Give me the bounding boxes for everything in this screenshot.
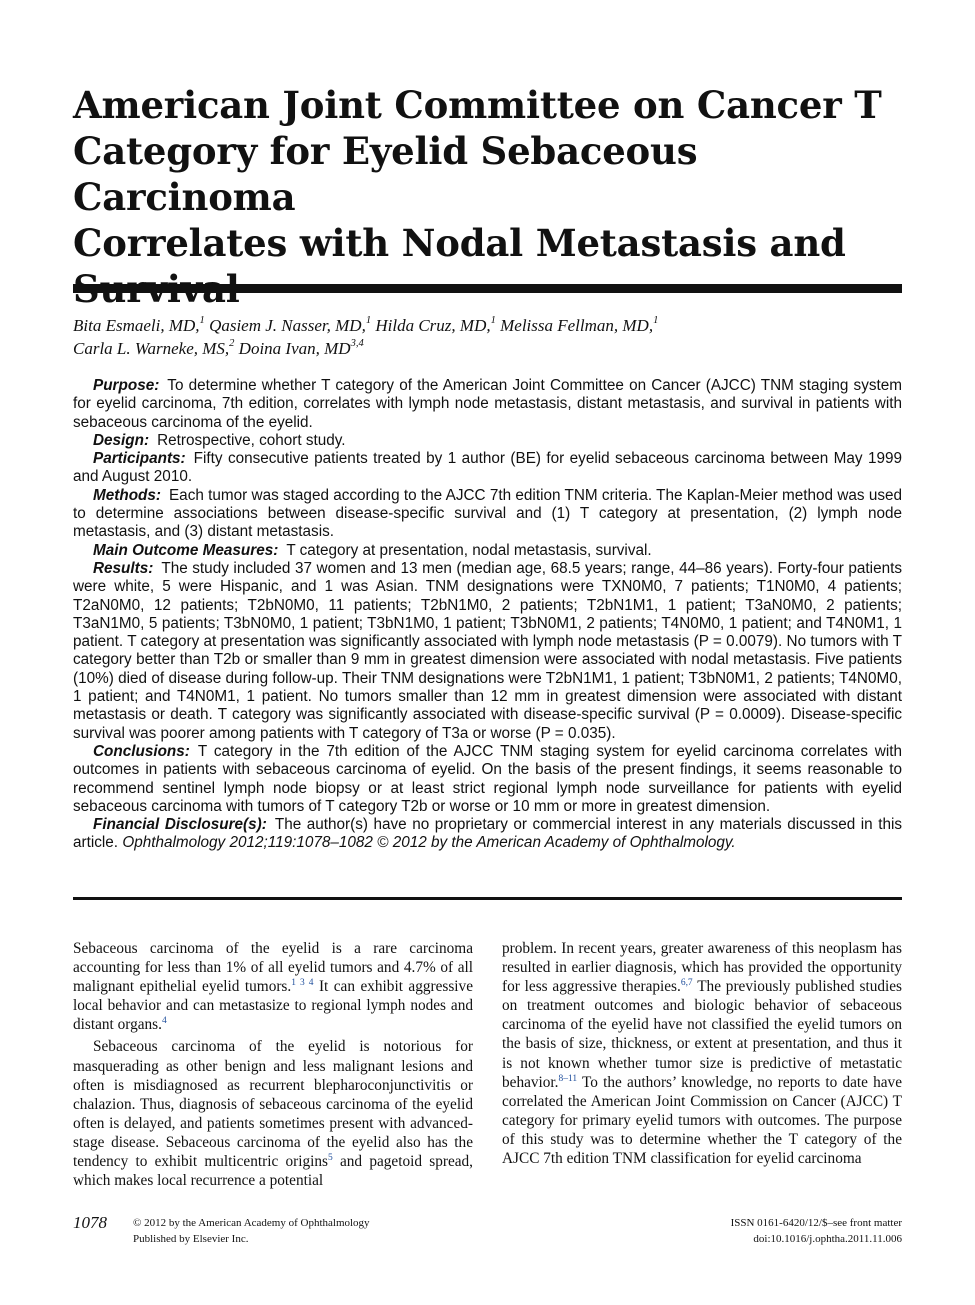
section-label: Methods: <box>93 486 161 504</box>
section-text: Each tumor was staged according to the AJCC 7th edition TNM criteria. The Kaplan-Meier method was used to determine associations between disease-specific survival and (1) T category at presentation, (2) lymph node metastasis, and (3) distant metastasis. <box>73 486 902 541</box>
abstract-outcomes <box>73 542 902 560</box>
author-affiliation: 1 <box>653 314 659 326</box>
author-name: Doina Ivan, MD <box>238 339 351 358</box>
abstract-results <box>73 560 902 743</box>
abstract-design <box>73 432 902 450</box>
paragraph-text: and pagetoid spread, which makes local recurrence a potential <box>73 1153 473 1190</box>
paragraph-text: problem. In recent years, greater awareness of this neoplasm has resulted in earlier diagnosis, which has provided the opportunity for less aggressive therapies. <box>502 940 902 996</box>
paragraph-text: The previously published studies on treatment outcomes and biologic behavior of sebaceous carcinoma of the eyelid have not classified the eyelid tumors on the basis of size, thickness, or extent at presentation, and thus it is not known whether tumor size is predictive of metastatic behavior. <box>502 978 902 1091</box>
page-number: 1078 <box>73 1213 107 1232</box>
page-footer <box>73 1213 902 1253</box>
issn-text: ISSN 0161-6420/12/$–see front matter <box>730 1217 902 1229</box>
section-text: To determine whether T category of the American Joint Committee on Cancer (AJCC) TNM staging system for eyelid carcinoma, 7th edition, correlates with lymph node metastasis, distant metastasis, and survival in patients with sebaceous carcinoma of the eyelid. <box>73 377 902 431</box>
title-line: Category for Eyelid Sebaceous Carcinoma <box>73 129 698 219</box>
section-text: The author(s) have no proprietary or commercial interest in any materials discussed in this article. <box>73 816 903 852</box>
author-name: Bita Esmaeli, MD, <box>73 316 200 335</box>
author-affiliation: 1 <box>490 314 496 326</box>
author-line <box>73 337 902 360</box>
body-paragraph <box>73 1037 473 1190</box>
body-column-left <box>73 939 473 1190</box>
author-line <box>73 314 902 337</box>
reference-link[interactable]: 4 <box>161 1016 167 1027</box>
paragraph-text: It can exhibit aggressive local behavior and can metastasize to regional lymph nodes and distant organs. <box>73 978 473 1034</box>
section-label: Main Outcome Measures: <box>93 541 279 559</box>
article-title <box>73 82 893 312</box>
abstract <box>73 377 902 853</box>
footer-copyright-block <box>133 1215 370 1247</box>
section-text: The study included 37 women and 13 men (median age, 68.5 years; range, 44–86 years). Forty-four patients were white, 5 were Hispanic, and 1 was Asian. TNM designations were TXN0M0, 7 patients; T1N0M0, 4 patients; T2aN0M0, 12 patients; T2bN0M0, 11 patients; T2bN1M0, 2 patients; T2bN1M1, 1 patient; T3aN0M0, 2 patients; T3aN1M0, 5 patients; T3bN0M0, 1 patient; T3bN1M0, 1 patient; T3bN0M1, 2 patients; T4N0M0, 1 patient; and T4N0M1, 1 patient. T category at presentation was significantly associated with lymph node metastasis (P = 0.0079). No tumors with T category better than T2b or smaller than 9 mm in greatest dimension were associated with nodal metastasis. Five patients (10%) died of disease during follow-up. Their TNM designations were T2bN1M1, 1 patient; T3bN0M1, 2 patients; T4N0M0, 1 patient; and T4N0M1, 1 patient. No tumors smaller than 12 mm in greatest dimension were associated with distant metastasis or death. T category was significantly associated with disease-specific survival (P = 0.0009). Disease-specific survival was poorer among patients with T category of T3a or worse (P = 0.035). <box>73 559 902 742</box>
section-label: Participants: <box>93 450 186 468</box>
reference-link[interactable]: 6,7 <box>680 978 693 989</box>
section-label: Purpose: <box>93 377 160 394</box>
footer-identifier-block <box>731 1215 902 1247</box>
author-affiliation: 1 <box>199 314 205 326</box>
reference-link[interactable]: 1 3 4 <box>291 978 314 989</box>
section-label: Financial Disclosure(s): <box>93 816 267 834</box>
abstract-disclosure <box>73 816 902 853</box>
body-column-right <box>502 939 902 1168</box>
copyright-text: © 2012 by the American Academy of Ophthalmology <box>133 1217 370 1229</box>
body-paragraph <box>502 939 902 1168</box>
doi-link[interactable]: doi:10.1016/j.ophtha.2011.11.006 <box>753 1233 902 1245</box>
section-text: Fifty consecutive patients treated by 1 author (BE) for eyelid sebaceous carcinoma between May 1999 and August 2010. <box>73 450 902 486</box>
paragraph-text: Sebaceous carcinoma of the eyelid is notorious for masquerading as other benign and less malignant lesions and often is misdiagnosed as recurrent blepharoconjunctivitis or chalazion. Thus, diagnosis of sebaceous carcinoma of the eyelid often is delayed, and patients sometimes present with advanced-stage disease. Sebaceous carcinoma of the eyelid also has the tendency to exhibit multicentric origins <box>73 1038 473 1171</box>
title-line: American Joint Committee on Cancer T <box>73 83 882 127</box>
section-text: T category at presentation, nodal metastasis, survival. <box>286 541 652 559</box>
section-text: Retrospective, cohort study. <box>157 431 346 449</box>
author-name: Carla L. Warneke, MS, <box>73 339 230 358</box>
abstract-purpose <box>73 377 902 432</box>
section-text: T category in the 7th edition of the AJCC TNM staging system for eyelid carcinoma correlates with outcomes in patients with sebaceous carcinoma of eyelid. On the basis of the present findings, it seems reasonable to recommend sentinel lymph node biopsy or at least strict regional lymph node surveillance for patients with eyelid sebaceous carcinoma with tumors of T category T2b or worse or 10 mm or more in greatest dimension. <box>73 742 902 815</box>
paragraph-text: To the authors’ knowledge, no reports to date have correlated the American Joint Commission on Cancer (AJCC) T category for primary eyelid tumors with outcomes. The purpose of this study was to determine whether the T category of the AJCC 7th edition TNM classification for eyelid carcinoma <box>502 1073 902 1168</box>
abstract-participants <box>73 450 902 487</box>
author-affiliation: 2 <box>229 337 235 349</box>
section-label: Design: <box>93 431 150 449</box>
abstract-divider <box>73 897 902 900</box>
author-affiliation: 3,4 <box>350 337 364 349</box>
reference-link[interactable]: 8–11 <box>558 1073 578 1084</box>
section-label: Results: <box>93 559 154 577</box>
author-affiliation: 1 <box>365 314 372 326</box>
publisher-text: Published by Elsevier Inc. <box>133 1233 249 1245</box>
reference-link[interactable]: 5 <box>328 1152 333 1163</box>
author-list <box>73 314 902 360</box>
abstract-conclusions <box>73 743 902 816</box>
author-name: Hilda Cruz, MD, <box>375 316 491 335</box>
author-name: Qasiem J. Nasser, MD, <box>209 316 366 335</box>
section-label: Conclusions: <box>93 742 190 760</box>
abstract-methods <box>73 487 902 542</box>
title-line: Correlates with Nodal Metastasis and <box>73 221 846 265</box>
title-divider <box>73 284 902 293</box>
body-paragraph <box>73 939 473 1034</box>
paragraph-text: Sebaceous carcinoma of the eyelid is a rare carcinoma accounting for less than 1% of all eyelid tumors and 4.7% of all malignant epithelial eyelid tumors. <box>73 940 473 996</box>
journal-citation: Ophthalmology 2012;119:1078–1082 © 2012 by the American Academy of Ophthalmology. <box>122 834 736 852</box>
author-name: Melissa Fellman, MD, <box>500 316 654 335</box>
